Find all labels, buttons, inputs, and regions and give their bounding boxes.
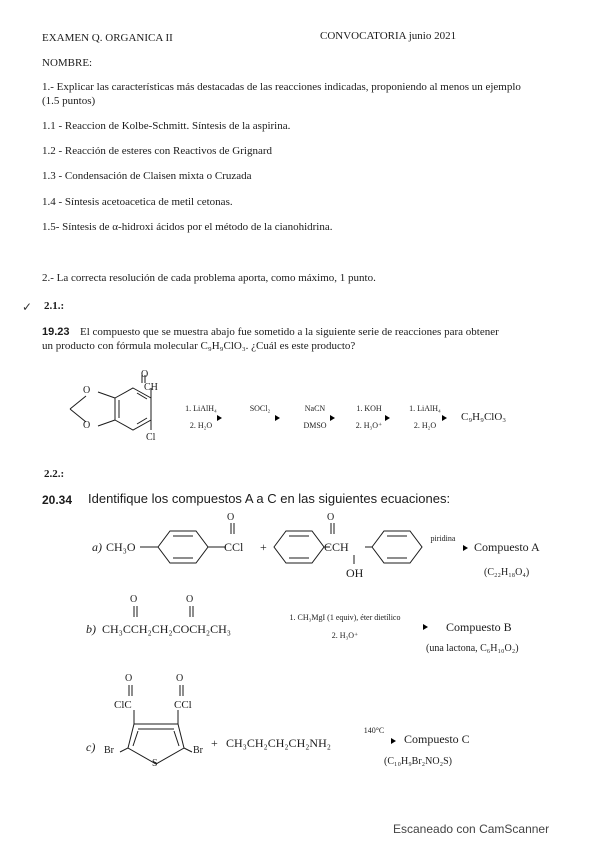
reagent-label: DMSO	[303, 421, 327, 430]
part-letter: c)	[86, 740, 96, 754]
atom-label: Cl	[146, 432, 156, 443]
exam-title: EXAMEN Q. ORGANICA II	[42, 32, 173, 44]
carbonyl-bond	[228, 522, 238, 536]
atom-label: CCl	[224, 540, 244, 554]
reaction-arrow	[240, 414, 284, 422]
reagent-label: 1. CH₃MgI (1 equiv), éter dietílico	[289, 613, 401, 622]
problem-number: 20.34	[42, 493, 73, 507]
reagent-label: 2. H₃O⁺	[355, 421, 383, 430]
problem-2-2-label: 2.2.:	[44, 468, 65, 480]
product-formula: (C₁₀H₉Br₂NO₂S)	[384, 756, 452, 767]
product-label: Compuesto B	[446, 620, 512, 634]
atom-label: CH₃O	[106, 540, 136, 554]
atom-label: O	[141, 369, 149, 380]
reagent-label: 1. LiAlH₄	[409, 404, 441, 413]
q1-item: 1.3 - Condensación de Claisen mixta o Cruzada	[42, 170, 252, 182]
atom-label: O	[130, 594, 138, 605]
reagent-label: NaCN	[304, 404, 326, 413]
product-formula: (C₂₂H₁₈O₄)	[484, 567, 530, 578]
problem-text: El compuesto que se muestra abajo fue sometido a la siguiente serie de reacciones para obtener	[80, 326, 499, 338]
reagent-label: 2. H₃O⁺	[331, 631, 359, 640]
reagent-label: piridina	[430, 534, 456, 543]
reaction-arrow	[262, 623, 432, 631]
atom-label: OH	[346, 566, 364, 580]
name-label: NOMBRE:	[42, 57, 93, 69]
atom-label: CH	[144, 382, 158, 393]
exam-session: CONVOCATORIA junio 2021	[320, 30, 457, 42]
product-note: (una lactona, C₆H₁₀O₂)	[426, 643, 519, 654]
product-formula: C₉H₉ClO₃	[461, 411, 507, 423]
reaction-arrow	[352, 737, 400, 745]
thiophene-ring-structure	[120, 708, 200, 768]
reagent-label: 1. KOH	[356, 404, 382, 413]
problem-heading: Identifique los compuestos A a C en las siguientes ecuaciones:	[88, 491, 451, 506]
conditions-label: 140°C	[363, 726, 385, 735]
reagent-label: SOCl₂	[249, 404, 271, 413]
q1-item: 1.1 - Reaccion de Kolbe-Schmitt. Síntesis de la aspirina.	[42, 120, 291, 132]
carbonyl-bond	[177, 684, 187, 698]
q1-prompt: 1.- Explicar las características más destacadas de las reacciones indicadas, proponiendo al menos un ejemplo	[42, 81, 521, 93]
part-letter: a)	[92, 540, 102, 554]
carbonyl-bond	[187, 605, 197, 619]
plus-sign: +	[211, 736, 218, 750]
problem-text: un producto con fórmula molecular C₉H₉ClO₃. ¿Cuál es este producto?	[42, 340, 356, 352]
atom-label: ClC	[114, 699, 132, 711]
reagent-label: 2. H₂O	[189, 421, 213, 430]
problem-2-1-label: 2.1.:	[44, 300, 65, 312]
reaction-arrow	[420, 544, 470, 552]
reagent-label: 2. H₂O	[413, 421, 437, 430]
product-label: Compuesto C	[404, 732, 470, 746]
atom-label: O	[176, 673, 184, 684]
atom-label: O	[227, 512, 235, 523]
atom-label: O	[83, 420, 91, 431]
atom-label: O	[125, 673, 133, 684]
ketoester-formula: CH₃CCH₂CH₂COCH₂CH₃	[102, 622, 231, 636]
amine-formula: CH₃CH₂CH₂CH₂NH₂	[226, 736, 331, 750]
q1-points: (1.5 puntos)	[42, 95, 96, 107]
plus-sign: +	[260, 540, 267, 554]
atom-label: CCl	[174, 699, 192, 711]
q1-item: 1.4 - Síntesis acetoacetica de metil cetonas.	[42, 196, 233, 208]
atom-label: Br	[193, 745, 203, 756]
scanner-watermark: Escaneado con CamScanner	[393, 822, 550, 836]
atom-label: O	[327, 512, 335, 523]
atom-label: S	[152, 758, 158, 769]
product-label: Compuesto A	[474, 540, 540, 554]
check-mark: ✓	[22, 300, 33, 314]
carbonyl-bond	[328, 522, 338, 536]
problem-number: 19.23	[42, 326, 70, 338]
atom-label: CCH	[324, 540, 349, 554]
reagent-label: 1. LiAlH₄	[185, 404, 217, 413]
q2-prompt: 2.- La correcta resolución de cada problema aporta, como máximo, 1 punto.	[42, 272, 376, 284]
carbonyl-bond	[131, 605, 141, 619]
atom-label: O	[83, 385, 91, 396]
q1-item: 1.2 - Reacción de esteres con Reactivos de Grignard	[42, 145, 272, 157]
carbonyl-bond	[126, 684, 136, 698]
benzodioxole-aldehyde-structure	[58, 370, 178, 450]
atom-label: Br	[104, 745, 114, 756]
q1-item: 1.5- Síntesis de α-hidroxi ácidos por el método de la cianohidrina.	[42, 221, 333, 233]
atom-label: O	[186, 594, 194, 605]
part-letter: b)	[86, 622, 96, 636]
